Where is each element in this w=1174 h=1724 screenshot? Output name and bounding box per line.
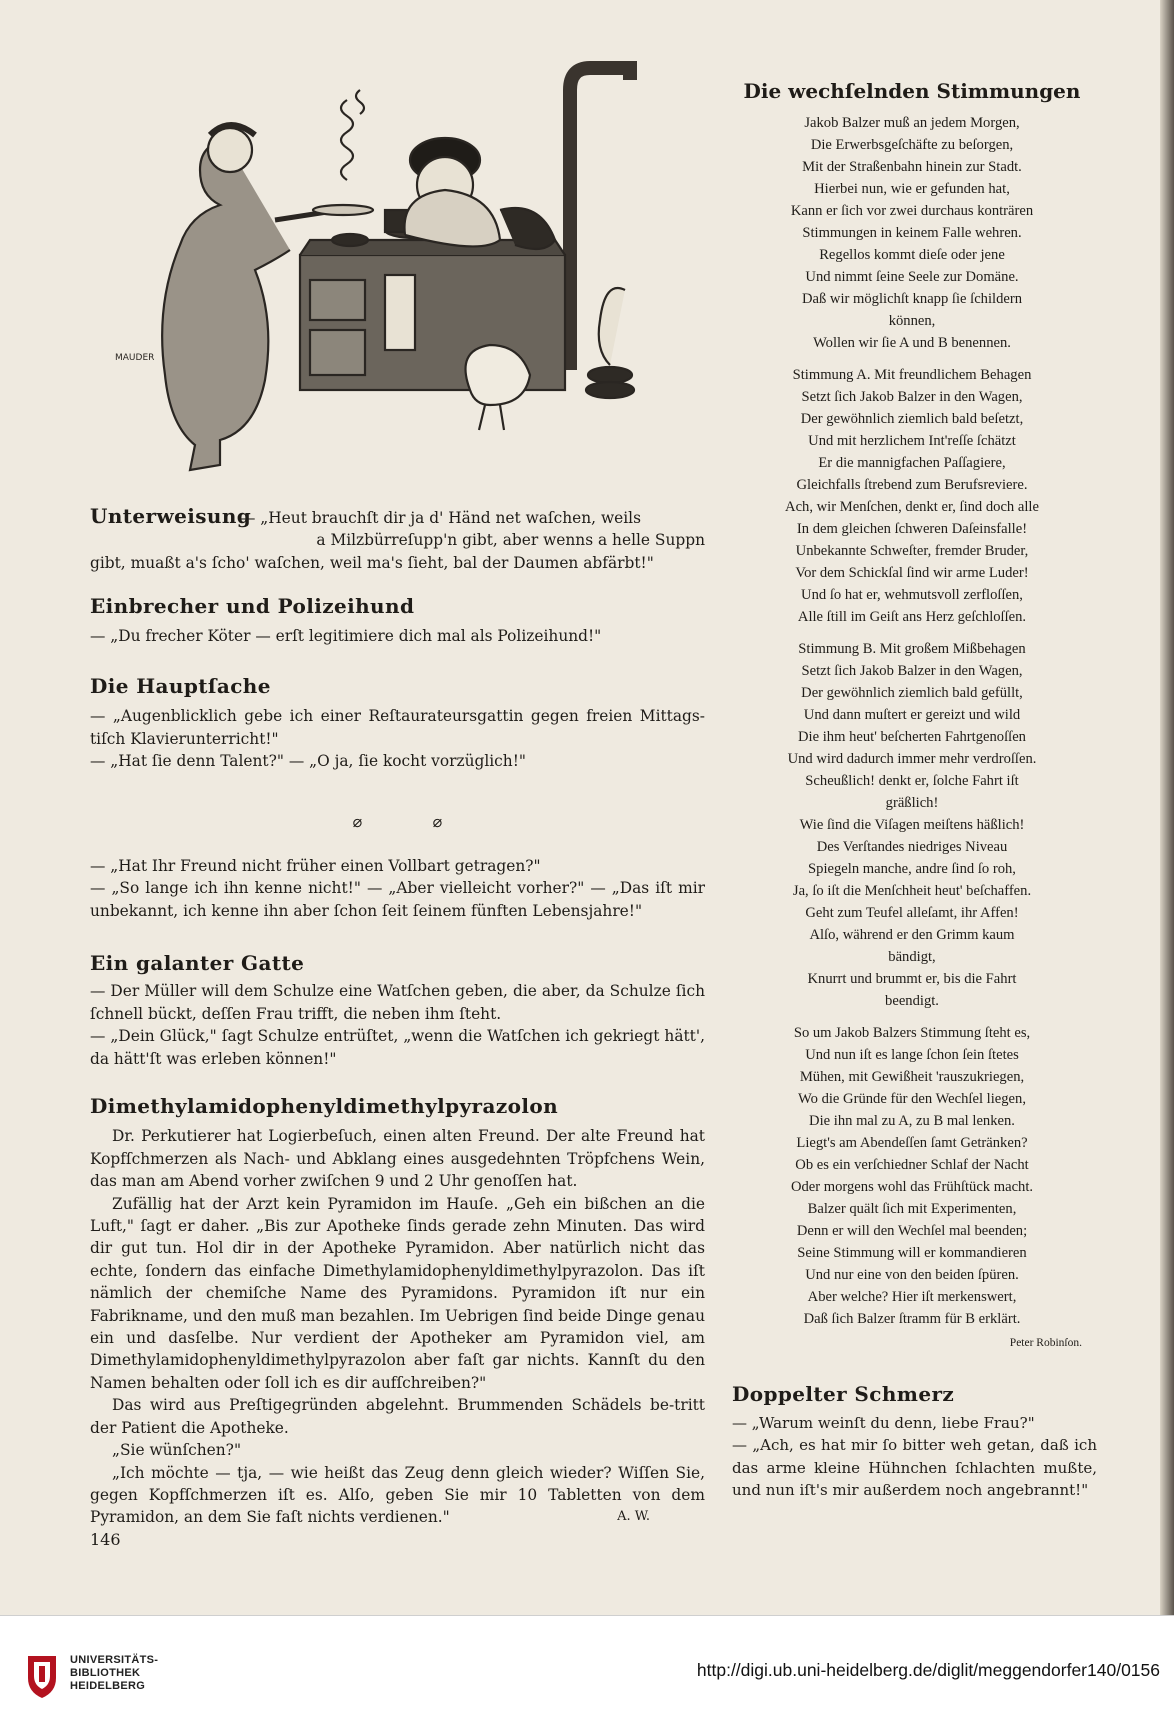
galant-p1: — Der Müller will dem Schulze eine Watſchen geben, die aber, da Schulze ſich ſchnell bückt, deſſen Frau trifft, die neben ihm ſteht. [90,982,705,1023]
poem-line: Des Verſtandes niedriges Niveau [816,839,1008,855]
section-einbrecher [90,595,705,648]
poem-stanza-1 [732,112,1092,354]
poem-line: Die ihn mal zu A, zu B mal lenken. [809,1113,1015,1129]
poem-line: Regellos kommt dieſe oder jene [819,247,1005,263]
poem-stanza-3 [732,638,1092,1012]
poem-stanza-2 [732,364,1092,628]
poem-line: Denn er will den Wechſel mal beenden; [796,1223,1028,1239]
illustrator-signature: MAUDER [115,353,155,363]
poem-line: Geht zum Teufel alleſamt, ihr Affen! [805,905,1019,921]
dimethyl-p2: Zufällig hat der Arzt kein Pyramidon im Hauſe. „Geh ein bißchen an die Luft," ſagt er daher. „Bis zur Apotheke ſinds gerade zehn Minuten. Das wird dir gut tun. Hol dir in der Apotheke Pyramidon. Aber natürlich nicht das echte, ſondern das einfache Dimethylamidophenyldimethylpyrazolon. Das iſt nämlich der chemiſche Name des Pyramidons. Pyramidon iſt nur ein Fabrikname, und den muß man bezahlen. Im Uebrigen ſind beide Dinge genau ein und dasſelbe. Nur verdient der Apotheker am Pyramidon viel, am Dimethylamidophenyldimethylpyrazolon aber faſt gar nichts. Kannſt du den Namen behalten oder ſoll ich es dir aufſchreiben?" [90,1194,705,1392]
poem-line: gräßlich! [885,795,939,811]
einbrecher-text: — „Du frecher Köter — erſt legitimiere dich mal als Polizeihund!" [90,627,602,646]
poem-line: Alſo, während er den Grimm kaum [809,927,1015,943]
poem-line: Der gewöhnlich ziemlich bald beſetzt, [800,411,1024,427]
galant-title: Ein galanter Gatte [90,951,305,975]
poem-line: Oder morgens wohl das Frühſtück macht. [790,1179,1034,1195]
poem-line: Alle ſtill im Geiſt ans Herz geſchloſſen. [797,609,1027,625]
poem-line: Ja, ſo iſt die Menſchheit heut' beſchaffen. [792,883,1032,899]
library-name-line2: BIBLIOTHEK [70,1667,141,1679]
poem-line: Wie ſind die Viſagen meiſtens häßlich! [799,817,1025,833]
section-schmerz [732,1383,1097,1502]
poem-line: Seine Stimmung will er kommandieren [797,1245,1027,1261]
poem-line: Aber welche? Hier iſt merkenswert, [807,1289,1017,1305]
poem-line: Unbekannte Schweſter, fremder Bruder, [795,543,1029,559]
poem-line: Kann er ſich vor zwei durchaus konträren [790,203,1034,219]
poem-title: Die wechſelnden Stimmungen [743,79,1081,103]
poem-line: Spiegeln manche, andre ſind ſo roh, [808,861,1016,877]
vollbart-p1: — „Hat Ihr Freund nicht früher einen Vollbart getragen?" [90,857,541,875]
section-unterweisung [90,505,705,574]
hauptsache-p2: — „Hat ſie denn Talent?" — „O ja, ſie kocht vorzüglich!" [90,752,526,771]
poem-line: Wo die Gründe für den Wechſel liegen, [798,1091,1026,1107]
poem-line: Jakob Balzer muß an jedem Morgen, [804,115,1020,131]
poem-line: Ob es ein verſchiedner Schlaf der Nacht [795,1157,1029,1173]
unterweisung-title: Unterweisung [90,504,252,528]
poem-line: Und nimmt ſeine Seele zur Domäne. [805,269,1019,285]
poem-line: können, [888,313,936,329]
poem-line: Setzt ſich Jakob Balzer in den Wagen, [801,663,1023,679]
hauptsache-p1: — „Augenblicklich gebe ich einer Reſtaurateursgattin gegen freien Mittags-tiſch Klavierunterricht!" [90,707,705,748]
poem-line: Setzt ſich Jakob Balzer in den Wagen, [801,389,1023,405]
section-vollbart [90,855,705,922]
schmerz-p2: — „Ach, es hat mir ſo bitter weh getan, daß ich das arme kleine Hühnchen ſchlachten mußte, und nun iſt's mir außerdem noch angebrannt!" [732,1436,1097,1499]
poem-stanza-4 [732,1022,1092,1330]
source-url-link[interactable]: http://digi.ub.uni-heidelberg.de/diglit/meggendorfer140/0156 [696,1660,1160,1680]
section-dimethyl [90,1095,705,1529]
poem-line: Stimmung B. Mit großem Mißbehagen [798,641,1026,657]
poem-column [732,80,1092,1354]
dimethyl-p5: „Ich möchte — tja, — wie heißt das Zeug denn gleich wieder? Wiſſen Sie, gegen Kopfſchmerzen iſt es. Alſo, geben Sie mir 10 Tabletten von dem Pyramidon, an dem Sie faſt nichts verdienen." [90,1463,705,1527]
poem-line: Mit der Straßenbahn hinein zur Stadt. [802,159,1022,175]
poem-line: Und dann muſtert er gereizt und wild [803,707,1021,723]
hauptsache-title: Die Hauptſache [90,674,271,698]
galant-p2: — „Dein Glück," ſagt Schulze entrüſtet, „wenn die Watſchen ich gekriegt hätt', da hätt'ſt was erleben können!" [90,1027,705,1068]
poem-line: So um Jakob Balzers Stimmung ſteht es, [793,1025,1031,1041]
dimethyl-p4: „Sie wünſchen?" [112,1441,242,1460]
poem-line: Daß ſich Balzer ſtramm für B erklärt. [803,1311,1021,1327]
schmerz-p1: — „Warum weinſt du denn, liebe Frau?" [732,1413,1035,1432]
dimethyl-p1: Dr. Perkutierer hat Logierbeſuch, einen alten Freund. Der alte Freund hat Kopfſchmerzen als Nach- und Abklang eines ausgedehnten Tröpfchens Wein, das man am Abend vorher zwiſchen 9 und 2 Uhr genoſſen hat. [90,1127,705,1191]
library-name-line3: HEIDELBERG [70,1680,146,1692]
poem-line: Mühen, mit Gewißheit 'rauszukriegen, [799,1069,1025,1085]
poem-line: Er die mannigfachen Paſſagiere, [818,455,1006,471]
page-spine-shadow [1160,0,1174,1615]
university-library-logo-icon [22,1652,62,1700]
ornament-left: ⌀ [352,812,363,831]
poem-line: Knurrt und brummt er, bis die Fahrt [807,971,1017,987]
poem-line: Daß wir möglichſt knapp ſie ſchildern [801,291,1023,307]
poem-line: Und wird dadurch immer mehr verdroſſen. [787,751,1037,767]
poem-line: Und nur eine von den beiden ſpüren. [805,1267,1019,1283]
kitchen-scene-drawing [85,60,645,490]
poem-line: Der gewöhnlich ziemlich bald gefüllt, [801,685,1023,701]
poem-line: Gleichfalls ſtrebend zum Berufsreviere. [796,477,1028,493]
poem-line: bändigt, [888,949,936,965]
library-footer [0,1615,1174,1724]
poem-line: Hierbei nun, wie er gefunden hat, [814,181,1010,197]
vollbart-p2: — „So lange ich ihn kenne nicht!" — „Aber vielleicht vorher?" — „Das iſt mir unbekannt, ich kenne ihn aber ſchon ſeit ſeinem fünften Lebensjahre!" [90,879,705,920]
page-number: 146 [90,1530,121,1549]
unterweisung-line3: gibt, muaßt a's ſcho' waſchen, weil ma's ſieht, bal der Daumen abfärbt!" [90,553,654,572]
poem-line: Vor dem Schickſal ſind wir arme Luder! [795,565,1029,581]
poem-line: In dem gleichen ſchweren Daſeinsfalle! [796,521,1028,537]
poem-line: Ach, wir Menſchen, denkt er, ſind doch alle [785,499,1039,515]
dimethyl-p3: Das wird aus Preſtigegründen abgelehnt. Brummenden Schädels be-tritt der Patient die Apotheke. [90,1396,705,1437]
poem-line: Stimmung A. Mit freundlichem Behagen [792,367,1032,383]
einbrecher-title: Einbrecher und Polizeihund [90,594,415,618]
poem-author: Peter Robinſon. [1009,1337,1082,1349]
library-name [70,1654,158,1693]
ornament-divider [90,811,705,833]
library-name-line1: UNIVERSITÄTS- [70,1654,159,1666]
poem-line: Und ſo hat er, wehmutsvoll zerfloſſen, [801,587,1023,603]
section-galant [90,952,705,1070]
poem-line: Und mit herzlichem Int'reſſe ſchätzt [808,433,1016,449]
poem-line: Wollen wir ſie A und B benennen. [813,335,1011,351]
unterweisung-line1: — „Heut brauchſt dir ja d' Händ net waſchen, weils [240,509,641,527]
ornament-right: ⌀ [432,812,443,831]
poem-line: Und nun iſt es lange ſchon ſein ſtetes [805,1047,1019,1063]
poem-line: beendigt. [885,993,939,1009]
poem-line: Balzer quält ſich mit Experimenten, [807,1201,1017,1217]
poem-line: Die Erwerbsgeſchäfte zu beſorgen, [810,137,1014,153]
section-hauptsache [90,675,705,773]
dimethyl-title: Dimethylamidophenyldimethylpyrazolon [90,1094,559,1118]
poem-line: Liegt's am Abendeſſen ſamt Getränken? [796,1135,1028,1151]
schmerz-title: Doppelter Schmerz [732,1382,955,1406]
unterweisung-line2: a Milzbürreſupp'n gibt, aber wenns a helle Suppn [316,531,705,550]
poem-line: Die ihm heut' beſcherten Fahrtgenoſſen [798,729,1026,745]
poem-line: Scheußlich! denkt er, ſolche Fahrt iſt [805,773,1019,789]
poem-line: Stimmungen in keinem Falle wehren. [802,225,1022,241]
dimethyl-signature: A. W. [617,1509,650,1525]
cartoon-illustration [85,60,645,490]
